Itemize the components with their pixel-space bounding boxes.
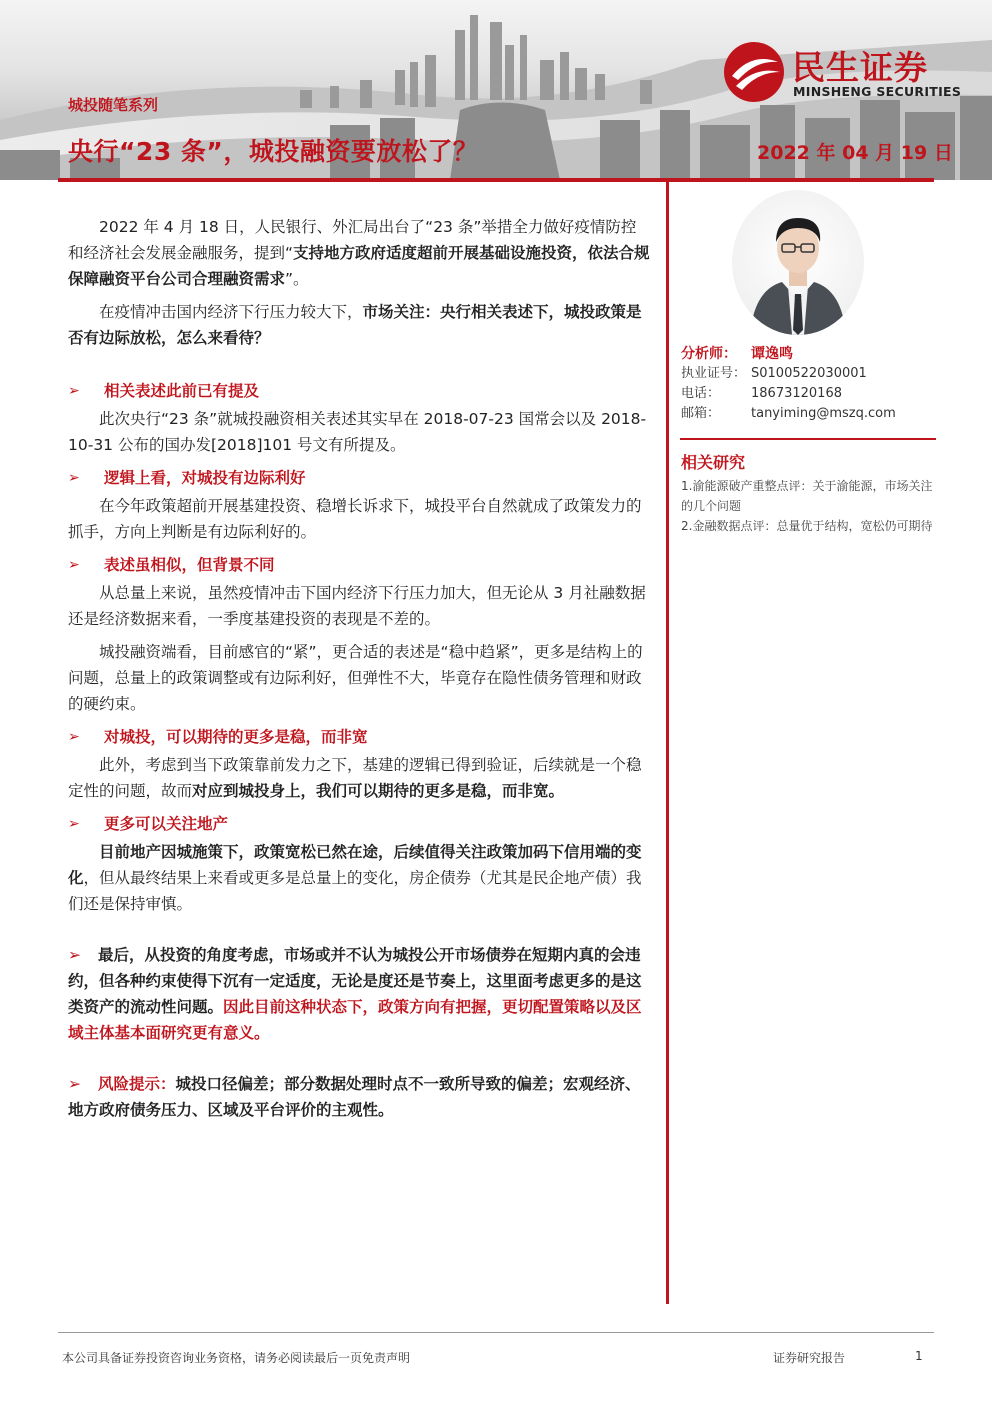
report-date: 2022 年 04 月 19 日: [757, 142, 953, 164]
brand-name-en: MINSHENG SECURITIES: [793, 84, 962, 99]
header-divider: [58, 178, 934, 182]
license-label: 执业证号：: [681, 366, 747, 381]
page-number: 1: [915, 1349, 923, 1363]
analyst-photo: [732, 190, 864, 335]
section-paragraph: 目前地产因城施策下，政策宽松已然在途，后续值得关注政策加码下信用端的变化，但从最终结果上来看或更多是总量上的变化，房企债券（尤其是民企地产债）我们还是保持审慎。: [68, 843, 642, 913]
section-heading: ➢ 逻辑上看，对城投有边际利好: [68, 465, 650, 491]
risk-paragraph: ➢ 风险提示：城投口径偏差；部分数据处理时点不一致所导致的偏差；宏观经济、地方政府债务压力、区域及平台评价的主观性。: [68, 1071, 650, 1123]
analyst-name: 谭逸鸣: [751, 346, 793, 362]
section-paragraph: 城投融资端看，目前感官的“紧”，更合适的表述是“稳中趋紧”，更多是结构上的问题，总量上的政策调整或有边际利好，但弹性不大，毕竟存在隐性债务管理和财政的硬约束。: [68, 643, 643, 713]
section-heading: ➢ 相关表述此前已有提及: [68, 378, 650, 404]
section-paragraph: 此次央行“23 条”就城投融资相关表述其实早在 2018-07-23 国常会以及 2018-10-31 公布的国办发[2018]101 号文有所提及。: [68, 410, 647, 454]
section-paragraph: 在今年政策超前开展基建投资、稳增长诉求下，城投平台自然就成了政策发力的抓手，方向上判断是有边际利好的。: [68, 497, 642, 541]
report-body: [68, 214, 650, 1130]
related-research-title: 相关研究: [681, 453, 746, 472]
footer-divider: [58, 1332, 934, 1333]
related-research-list: [681, 476, 933, 536]
intro-paragraph-1: 2022 年 4 月 18 日，人民银行、外汇局出台了“23 条”举措全力做好疫情防控和经济社会发展金融服务，提到“支持地方政府适度超前开展基础设施投资，依法合规保障融资平台公司合理融资需求”。: [68, 218, 650, 288]
phone-label: 电话：: [681, 386, 721, 401]
analyst-info: [681, 344, 896, 424]
report-series: 城投随笔系列: [68, 96, 159, 114]
chevron-right-icon: ➢: [68, 557, 80, 573]
phone-number: 18673120168: [751, 386, 842, 401]
conclusion-paragraph: ➢ 最后，从投资的角度考虑，市场或并不认为城投公开市场债券在短期内真的会违约，但各种约束使得下沉有一定适度，无论是度还是节奏上，这里面考虑更多的是这类资产的流动性问题。因此目前这种状态下，政策方向有把握，更切配置策略以及区域主体基本面研究更有意义。: [68, 942, 650, 1046]
analyst-label: 分析师：: [681, 346, 737, 362]
report-type: 证券研究报告: [773, 1351, 846, 1365]
minsheng-logo-icon: [722, 40, 786, 104]
email-label: 邮箱：: [681, 406, 721, 421]
chevron-right-icon: ➢: [68, 1075, 81, 1093]
section-heading: ➢ 对城投，可以期待的更多是稳，而非宽: [68, 724, 650, 750]
related-item[interactable]: 1.渝能源破产重整点评：关于渝能源，市场关注的几个问题: [681, 479, 933, 513]
chevron-right-icon: ➢: [68, 470, 80, 486]
section-paragraph: 从总量上来说，虽然疫情冲击下国内经济下行压力加大，但无论从 3 月社融数据还是经济数据来看，一季度基建投资的表现是不差的。: [68, 584, 646, 628]
chevron-right-icon: ➢: [68, 383, 80, 399]
column-divider: [666, 182, 669, 1304]
analyst-portrait-icon: [732, 190, 864, 335]
brand-logo: [722, 40, 982, 102]
related-item[interactable]: 2.金融数据点评：总量优于结构，宽松仍可期待: [681, 519, 933, 533]
page-title: 央行“23 条”，城投融资要放松了？: [68, 137, 479, 166]
brand-name-cn: 民生证券: [792, 48, 928, 87]
chevron-right-icon: ➢: [68, 729, 80, 745]
section-heading: ➢ 表述虽相似，但背景不同: [68, 552, 650, 578]
header-banner: [0, 0, 992, 180]
section-heading: ➢ 更多可以关注地产: [68, 811, 650, 837]
license-number: S0100522030001: [751, 366, 867, 381]
section-paragraph: 此外，考虑到当下政策靠前发力之下，基建的逻辑已得到验证，后续就是一个稳定性的问题，故而对应到城投身上，我们可以期待的更多是稳，而非宽。: [68, 756, 642, 800]
intro-paragraph-2: 在疫情冲击国内经济下行压力较大下，市场关注：央行相关表述下，城投政策是否有边际放松，怎么来看待？: [68, 303, 642, 347]
chevron-right-icon: ➢: [68, 816, 80, 832]
sidebar-divider: [680, 438, 936, 440]
footer-disclaimer: 本公司具备证券投资咨询业务资格，请务必阅读最后一页免责声明: [62, 1351, 411, 1365]
email-address[interactable]: tanyiming@mszq.com: [751, 406, 896, 421]
chevron-right-icon: ➢: [68, 946, 81, 964]
